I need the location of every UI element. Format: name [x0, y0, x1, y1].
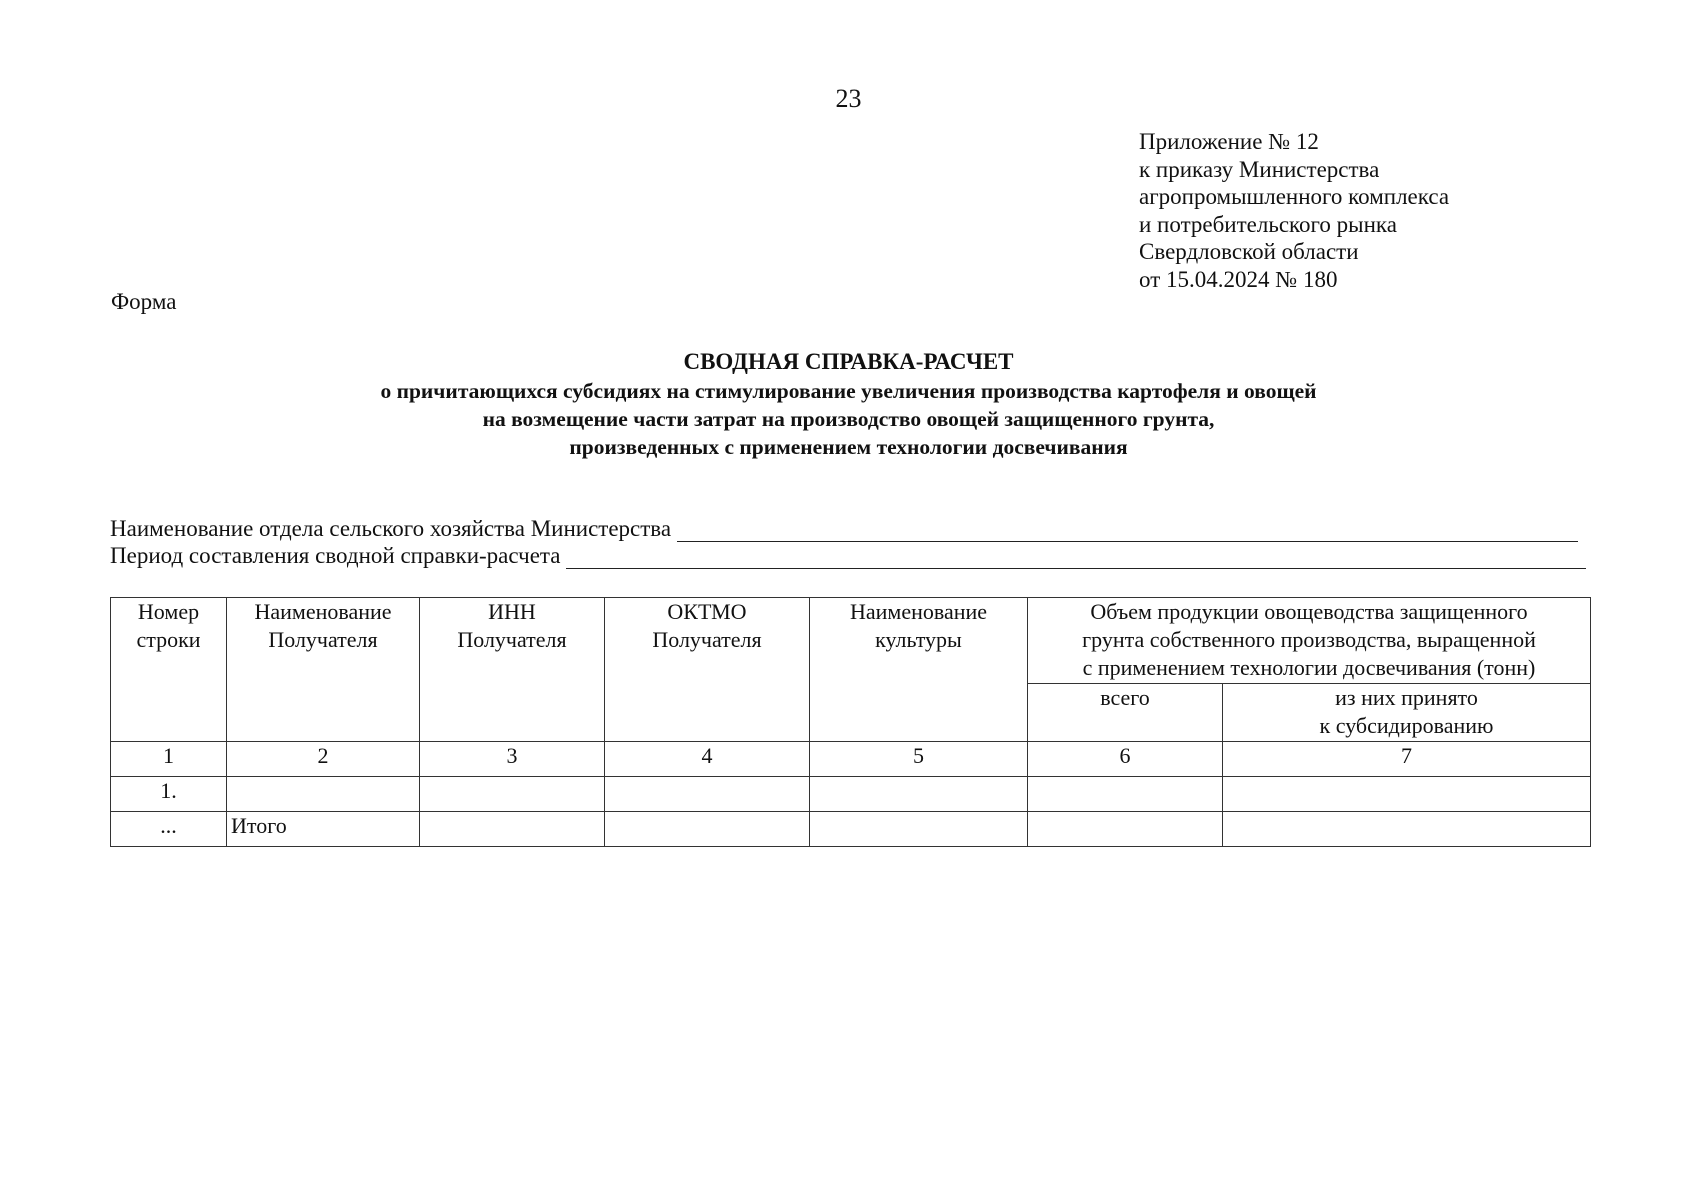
period-field — [110, 543, 1586, 569]
title-line: о причитающихся субсидиях на стимулирование увеличения производства картофеля и овощей — [380, 379, 1317, 403]
form-label: Форма — [111, 289, 177, 314]
period-blank[interactable] — [566, 548, 1586, 569]
total-label-cell: Итого — [227, 812, 420, 847]
header-accepted: из них принято к субсидированию — [1223, 684, 1591, 742]
department-blank[interactable] — [677, 521, 1578, 542]
oktmo-cell[interactable] — [605, 777, 810, 812]
column-number: 3 — [420, 742, 605, 777]
title-line: на возмещение части затрат на производство овощей защищенного грунта, — [482, 407, 1215, 431]
column-number: 6 — [1028, 742, 1223, 777]
inn-cell[interactable] — [420, 812, 605, 847]
column-number-row — [111, 742, 1591, 777]
header-culture: Наименование культуры — [810, 598, 1028, 742]
culture-cell[interactable] — [810, 812, 1028, 847]
accepted-cell[interactable] — [1223, 777, 1591, 812]
table-row-total — [111, 812, 1591, 847]
appendix-line: от 15.04.2024 № 180 — [1139, 266, 1338, 292]
header-total: всего — [1028, 684, 1223, 742]
header-row — [111, 598, 1591, 684]
table-row — [111, 777, 1591, 812]
column-number: 2 — [227, 742, 420, 777]
total-cell[interactable] — [1028, 777, 1223, 812]
header-row-number: Номер строки — [111, 598, 227, 742]
column-number: 5 — [810, 742, 1028, 777]
appendix-reference — [1139, 128, 1449, 293]
row-number-cell: 1. — [111, 777, 227, 812]
page-number: 23 — [835, 84, 862, 113]
header-oktmo: ОКТМО Получателя — [605, 598, 810, 742]
appendix-line: и потребительского рынка — [1139, 211, 1397, 237]
title-main: СВОДНАЯ СПРАВКА-РАСЧЕТ — [683, 349, 1014, 374]
header-recipient-name: Наименование Получателя — [227, 598, 420, 742]
accepted-cell[interactable] — [1223, 812, 1591, 847]
appendix-line: к приказу Министерства — [1139, 156, 1380, 182]
inn-cell[interactable] — [420, 777, 605, 812]
column-number: 4 — [605, 742, 810, 777]
department-label: Наименование отдела сельского хозяйства Министерства — [110, 516, 672, 541]
appendix-line: агропромышленного комплекса — [1139, 184, 1450, 209]
column-number: 7 — [1223, 742, 1591, 777]
header-inn: ИНН Получателя — [420, 598, 605, 742]
oktmo-cell[interactable] — [605, 812, 810, 847]
total-cell[interactable] — [1028, 812, 1223, 847]
summary-table — [110, 597, 1591, 847]
culture-cell[interactable] — [810, 777, 1028, 812]
column-number: 1 — [111, 742, 227, 777]
row-number-cell: ... — [111, 812, 227, 847]
department-field — [110, 516, 1578, 542]
document-title — [0, 347, 1697, 461]
recipient-name-cell[interactable] — [227, 777, 420, 812]
period-label: Период составления сводной справки-расчета — [110, 543, 561, 568]
header-volume: Объем продукции овощеводства защищенного грунта собственного производства, выращенной с применением технологии досвечивания (тонн) — [1028, 598, 1591, 684]
title-line: произведенных с применением технологии досвечивания — [569, 435, 1128, 459]
appendix-line: Приложение № 12 — [1139, 129, 1319, 154]
appendix-line: Свердловской области — [1139, 239, 1359, 264]
